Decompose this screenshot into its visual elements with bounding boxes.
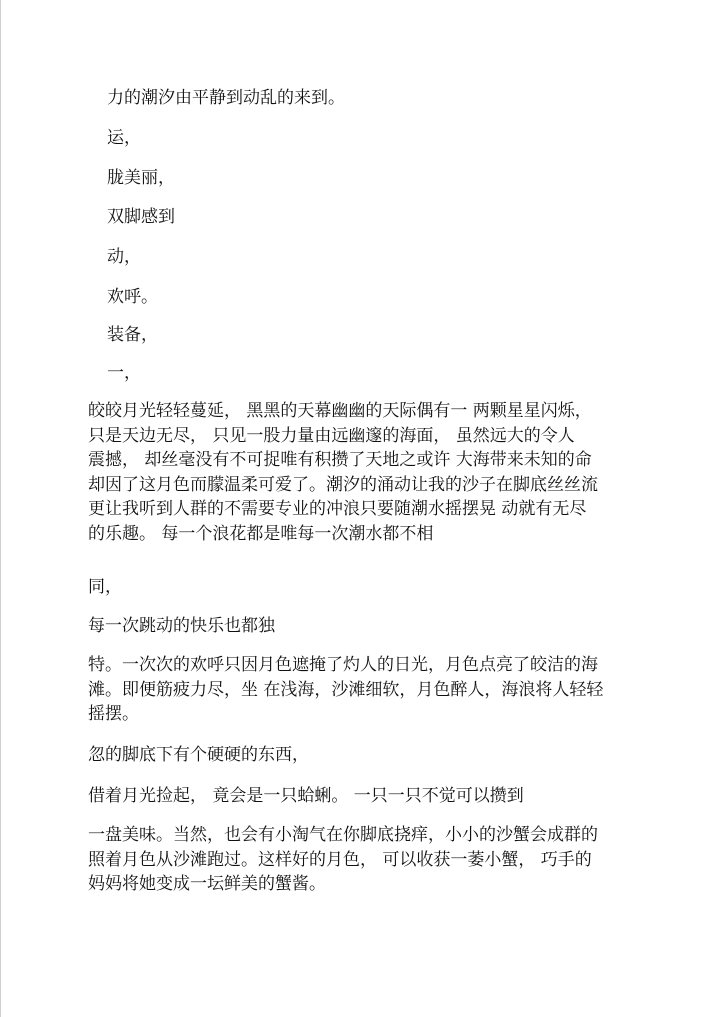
paragraph-line: 滩。即便筋疲力尽，坐 在浅海，沙滩细软，月色醉人，海浪将人轻轻 bbox=[88, 679, 604, 700]
paragraph-line: 皎皎月光轻轻蔓延， 黑黑的天幕幽幽的天际偶有一 两颗星星闪烁， bbox=[88, 401, 592, 421]
text-line-4: 双脚感到 bbox=[107, 207, 175, 227]
paragraph-crabs bbox=[88, 823, 648, 897]
text-line-1: 力的潮汐由平静到动乱的来到。 bbox=[107, 88, 345, 108]
paragraph-line: 照着月色从沙滩跑过。这样好的月色， 可以收获一萎小蟹， 巧手的 bbox=[88, 849, 592, 870]
paragraph-line: 更让我听到人群的不需要专业的冲浪只要随潮水摇摆晃 动就有无尽 bbox=[88, 499, 587, 519]
paragraph-line: 却因了这月色而朦温柔可爱了。潮汐的涌动让我的沙子在脚底丝丝流 bbox=[88, 474, 598, 495]
text-line-7: 装备， bbox=[107, 325, 158, 345]
paragraph-line: 摇摆。 bbox=[88, 704, 139, 724]
text-line-2: 运， bbox=[107, 128, 141, 148]
paragraph-line: 特。一次次的欢呼只因月色遮掩了灼人的日光，月色点亮了皎洁的海 bbox=[88, 655, 598, 675]
text-line-moon: 借着月光捡起， 竟会是一只蛤蜊。 一只一只不觉可以攒到 bbox=[88, 786, 524, 806]
text-line-tong: 同， bbox=[88, 577, 122, 597]
text-line-5: 动， bbox=[107, 247, 141, 267]
text-line-feet: 忽的脚底下有个硬硬的东西， bbox=[88, 745, 309, 765]
paragraph-line: 妈妈将她变成一坛鲜美的蟹酱。 bbox=[88, 874, 326, 894]
text-line-6: 欢呼。 bbox=[107, 287, 158, 307]
text-line-3: 胧美丽， bbox=[107, 168, 175, 188]
paragraph-line: 只是天边无尽， 只见一股力量由远幽邃的海面， 虽然远大的令人 bbox=[88, 425, 575, 446]
paragraph-line: 的乐趣。 每一个浪花都是唯每一次潮水都不相 bbox=[88, 523, 434, 544]
text-line-jump: 每一次跳动的快乐也都独 bbox=[88, 616, 275, 636]
paragraph-line: 一盘美味。当然，也会有小淘气在你脚底挠痒，小小的沙蟹会成群的 bbox=[88, 825, 598, 845]
text-line-8: 一， bbox=[107, 363, 141, 383]
paragraph-moonlight bbox=[88, 399, 648, 546]
paragraph-cheers bbox=[88, 653, 648, 727]
paragraph-line: 震撼， 却丝毫没有不可捉唯有积攒了天地之或许 大海带来未知的命 bbox=[88, 450, 592, 470]
